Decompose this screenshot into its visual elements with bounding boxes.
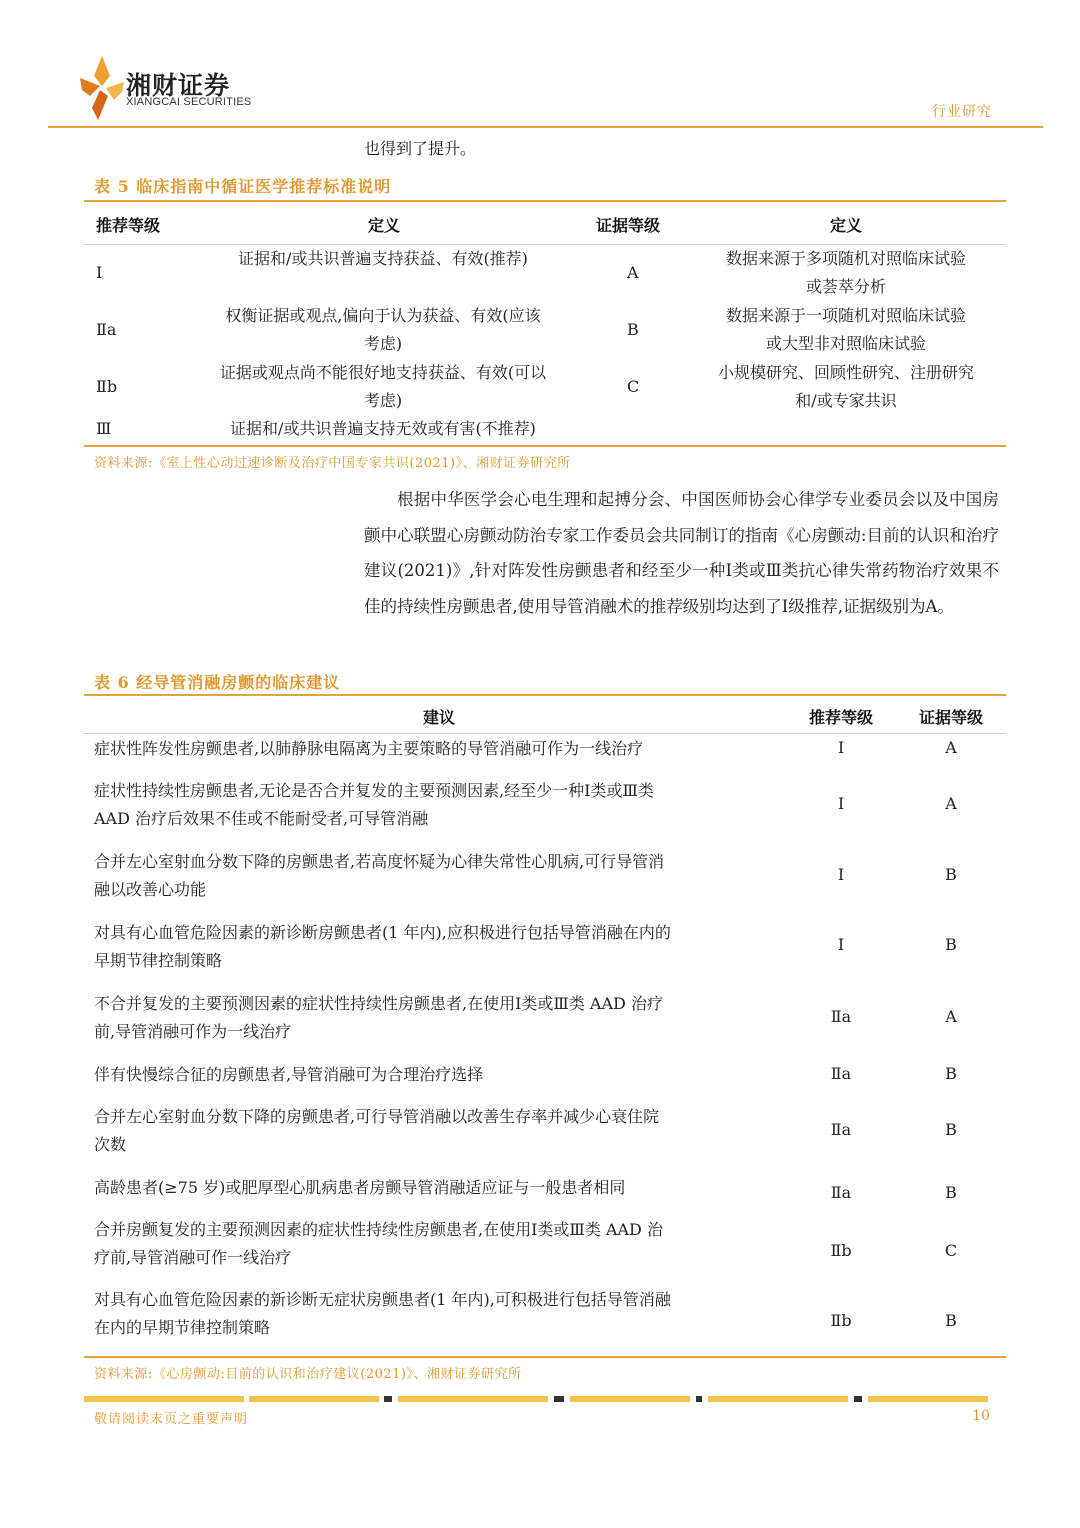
table5-definition-cell: 证据或观点尚不能很好地支持获益、有效(可以 考虑) [219, 363, 547, 410]
table6-grade-cell: Ⅱb [830, 1311, 852, 1330]
table6-grade-cell: Ⅰ [837, 738, 845, 757]
table6-header-evidence: 证据等级 [918, 708, 983, 727]
footer-disclaimer-note: 敬请阅读末页之重要声明 [94, 1412, 249, 1427]
table6-grade-cell: Ⅰ [837, 794, 845, 813]
table6-row-text: 高龄患者(≥75 岁)或肥厚型心肌病患者房颤导管消融适应证与一般患者相同 [94, 1178, 626, 1197]
table5-evidence-definition-cell: 小规模研究、回顾性研究、注册研究 和/或专家共识 [717, 363, 974, 410]
table5-grade-cell: Ⅰ [96, 263, 103, 282]
table5-bottom-rule [84, 445, 1006, 447]
table6-top-rule [84, 694, 1006, 696]
table6-evidence-cell: A [945, 794, 957, 813]
table6-bottom-rule [84, 1356, 1006, 1358]
table6-row-text: 症状性持续性房颤患者,无论是否合并复发的主要预测因素,经至少一种Ⅰ类或Ⅲ类 AAD 治疗后效果不佳或不能耐受者,可导管消融 [94, 781, 654, 828]
company-logo-icon [80, 56, 124, 120]
table5-evidence-cell: C [627, 377, 640, 396]
table6-row-text: 合并左心室射血分数下降的房颤患者,可行导管消融以改善生存率并减少心衰住院 次数 [94, 1107, 660, 1154]
table5-header-grade: 推荐等级 [96, 216, 161, 235]
table6-grade-cell: Ⅱa [830, 1064, 852, 1083]
table5-evidence-cell: A [627, 263, 639, 282]
table5-top-rule [84, 200, 1006, 202]
body-paragraph: 根据中华医学会心电生理和起搏分会、中国医师协会心律学专业委员会以及中国房颤中心联盟心房颤动防治专家工作委员会共同制订的指南《心房颤动:目前的认识和治疗建议(2021)》,针对阵发性房颤患者和经至少一种Ⅰ类或Ⅲ类抗心律失常药物治疗效果不佳的持续性房颤患者,使用导管消融术的推荐级别均达到了Ⅰ级推荐,证据级别为A。 [364, 490, 999, 616]
header-rule [48, 126, 1043, 128]
intro-line: 也得到了提升。 [364, 139, 477, 158]
table6-source: 资料来源:《心房颤动:目前的认识和治疗建议(2021)》、湘财证券研究所 [94, 1367, 522, 1382]
table5-header-definition: 定义 [367, 216, 400, 235]
table5-evidence-definition-cell: 数据来源于多项随机对照临床试验 或荟萃分析 [725, 249, 966, 296]
table6-evidence-cell: B [945, 935, 957, 954]
table6-row-text: 伴有快慢综合征的房颤患者,导管消融可为合理治疗选择 [94, 1065, 484, 1084]
table5-definition-cell: 权衡证据或观点,偏向于认为获益、有效(应该 考虑) [225, 306, 541, 353]
table6-grade-cell: Ⅰ [837, 865, 845, 884]
table6-header-rule [84, 733, 1006, 734]
table6-evidence-cell: B [945, 865, 957, 884]
table6-grade-cell: Ⅱa [830, 1007, 852, 1026]
table6-evidence-cell: A [945, 1007, 957, 1026]
table6-row-text: 对具有心血管危险因素的新诊断无症状房颤患者(1 年内),可积极进行包括导管消融 在内的早期节律控制策略 [94, 1290, 671, 1337]
table5-grade-cell: Ⅲ [96, 419, 112, 438]
table6-evidence-cell: B [945, 1311, 957, 1330]
table6-row-text: 合并左心室射血分数下降的房颤患者,若高度怀疑为心律失常性心肌病,可行导管消 融以改善心功能 [94, 852, 665, 899]
table5-definition-cell: 证据和/或共识普遍支持无效或有害(不推荐) [230, 419, 536, 438]
footer-decorative-bar [84, 1396, 996, 1402]
table5-grade-cell: Ⅱa [96, 320, 117, 339]
table6-row-text: 对具有心血管危险因素的新诊断房颤患者(1 年内),应积极进行包括导管消融在内的 早期节律控制策略 [94, 923, 671, 970]
table6-evidence-cell: C [944, 1241, 958, 1260]
table6-evidence-cell: B [945, 1183, 957, 1202]
table6-title: 表 6 经导管消融房颤的临床建议 [94, 673, 341, 692]
table6-grade-cell: Ⅱa [830, 1120, 852, 1139]
page-number: 10 [972, 1408, 990, 1424]
section-tag: 行业研究 [932, 104, 992, 120]
table6-row-text: 不合并复发的主要预测因素的症状性持续性房颤患者,在使用Ⅰ类或Ⅲ类 AAD 治疗 前,导管消融可作为一线治疗 [94, 994, 663, 1041]
table6-grade-cell: Ⅱb [830, 1241, 852, 1260]
table5-source: 资料来源:《室上性心动过速诊断及治疗中国专家共识(2021)》、湘财证券研究所 [94, 456, 571, 471]
logo-english-name: XIANGCAI SECURITIES [126, 96, 252, 108]
table6-header-grade: 推荐等级 [808, 708, 873, 727]
table5-evidence-cell: B [627, 320, 639, 339]
table5-header-evidence: 证据等级 [596, 216, 661, 235]
table6-header-recommendation: 建议 [422, 708, 455, 727]
table5-title: 表 5 临床指南中循证医学推荐标准说明 [94, 177, 392, 196]
table5-definition-cell: 证据和/或共识普遍支持获益、有效(推荐) [238, 249, 528, 268]
table6-grade-cell: Ⅰ [837, 935, 845, 954]
logo-chinese-name: 湘财证券 [126, 71, 231, 100]
table6-grade-cell: Ⅱa [830, 1183, 852, 1202]
table5-header-evidence-definition: 定义 [829, 216, 862, 235]
table5-evidence-definition-cell: 数据来源于一项随机对照临床试验 或大型非对照临床试验 [725, 306, 966, 353]
table6-evidence-cell: A [945, 738, 957, 757]
table6-row-text: 症状性阵发性房颤患者,以肺静脉电隔离为主要策略的导管消融可作为一线治疗 [94, 739, 644, 758]
table6-row-text: 合并房颤复发的主要预测因素的症状性持续性房颤患者,在使用Ⅰ类或Ⅲ类 AAD 治 疗前,导管消融可作一线治疗 [94, 1220, 663, 1267]
table6-evidence-cell: B [945, 1120, 957, 1139]
table6-evidence-cell: B [945, 1064, 957, 1083]
table5-grade-cell: Ⅱb [96, 377, 118, 396]
